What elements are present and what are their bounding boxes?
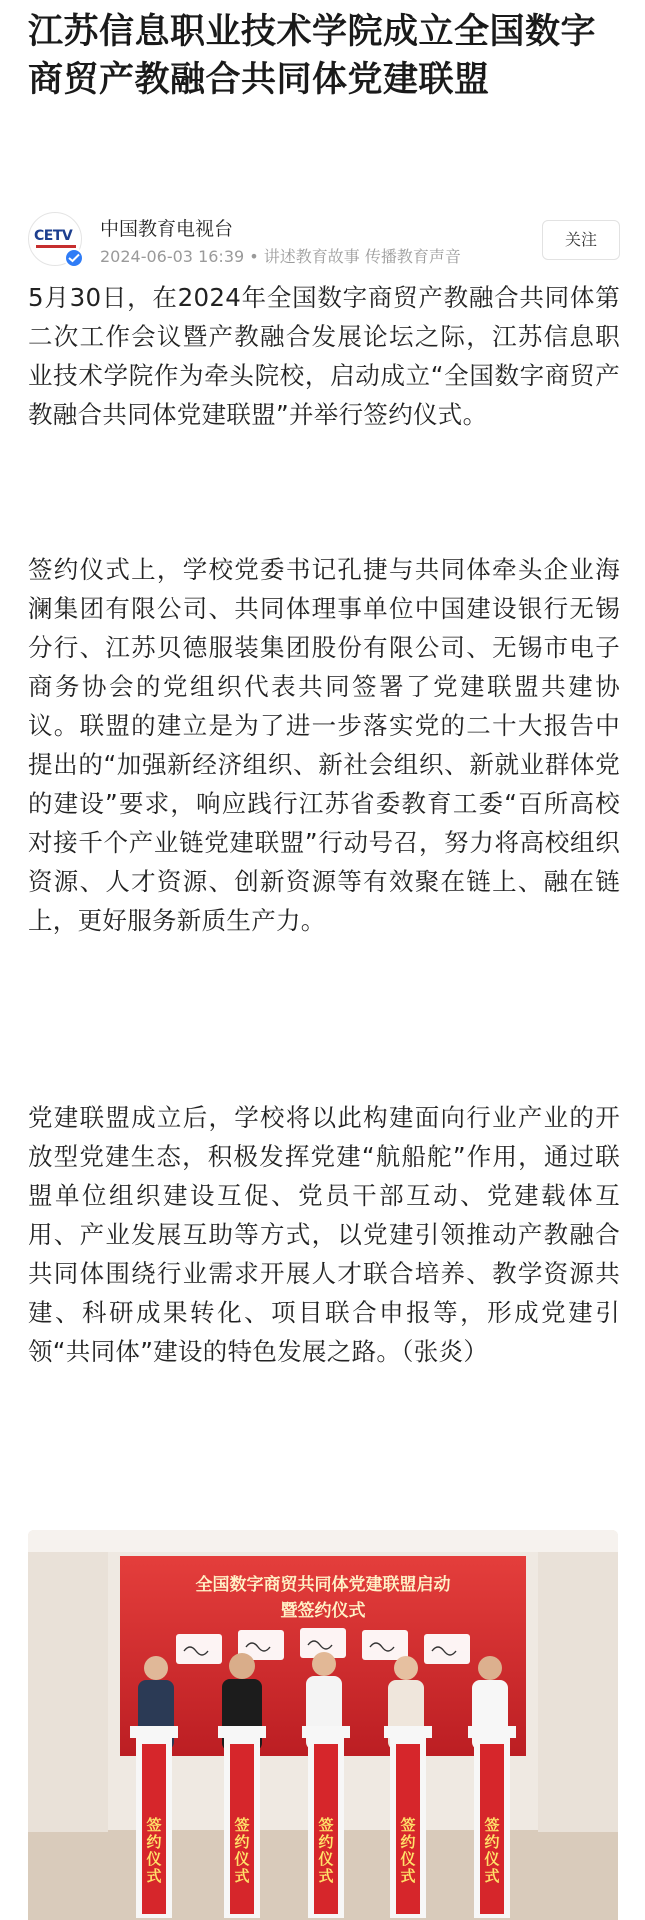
- article-photo[interactable]: [28, 1530, 618, 1920]
- banner-title: 全国数字商贸共同体党建联盟启动: [195, 1575, 451, 1595]
- verified-badge-icon: [64, 248, 84, 268]
- follow-button[interactable]: 关注: [542, 220, 620, 260]
- podium-label-3: 签约仪式: [318, 1816, 334, 1885]
- cetv-logo: CETV: [34, 228, 73, 244]
- podium-label-2: 签约仪式: [234, 1816, 250, 1885]
- author-name[interactable]: 中国教育电视台: [100, 218, 234, 240]
- banner-subtitle: 暨签约仪式: [280, 1601, 366, 1621]
- paragraph-2: 签约仪式上，学校党委书记孔捷与共同体牵头企业海澜集团有限公司、共同体理事单位中国建设银行无锡分行、江苏贝德服装集团股份有限公司、无锡市电子商务协会的党组织代表共同签署了党建联盟共建协议。联盟的建立是为了进一步落实党的二十大报告中提出的“加强新经济组织、新社会组织、新就业群体党的建设”要求，响应践行江苏省委教育工委“百所高校对接千个产业链党建联盟”行动号召，努力将高校组织资源、人才资源、创新资源等有效聚在链上、融在链上，更好服务新质生产力。: [28, 555, 620, 935]
- publish-meta: 2024-06-03 16:39 • 讲述教育故事 传播教育声音: [100, 247, 461, 266]
- paragraph-3: 党建联盟成立后，学校将以此构建面向行业产业的开放型党建生态，积极发挥党建“航船舵”作用，通过联盟单位组织建设互促、党员干部互动、党建载体互用、产业发展互助等方式，以党建引领推动产教融合共同体围绕行业需求开展人才联合培养、教学资源共建、科研成果转化、项目联合申报等，形成党建引领“共同体”建设的特色发展之路。（张炎）: [28, 1103, 620, 1366]
- podium-label-4: 签约仪式: [400, 1816, 416, 1885]
- article-title: 江苏信息职业技术学院成立全国数字商贸产教融合共同体党建联盟: [28, 12, 597, 100]
- paragraph-1: 5月30日，在2024年全国数字商贸产教融合共同体第二次工作会议暨产教融合发展论坛之际，江苏信息职业技术学院作为牵头院校，启动成立“全国数字商贸产教融合共同体党建联盟”并举行签约仪式。: [28, 283, 620, 429]
- photo-illustration: [28, 1530, 618, 1920]
- podium-label-1: 签约仪式: [146, 1816, 162, 1885]
- author-bar: [28, 212, 620, 272]
- podium-label-5: 签约仪式: [484, 1816, 500, 1885]
